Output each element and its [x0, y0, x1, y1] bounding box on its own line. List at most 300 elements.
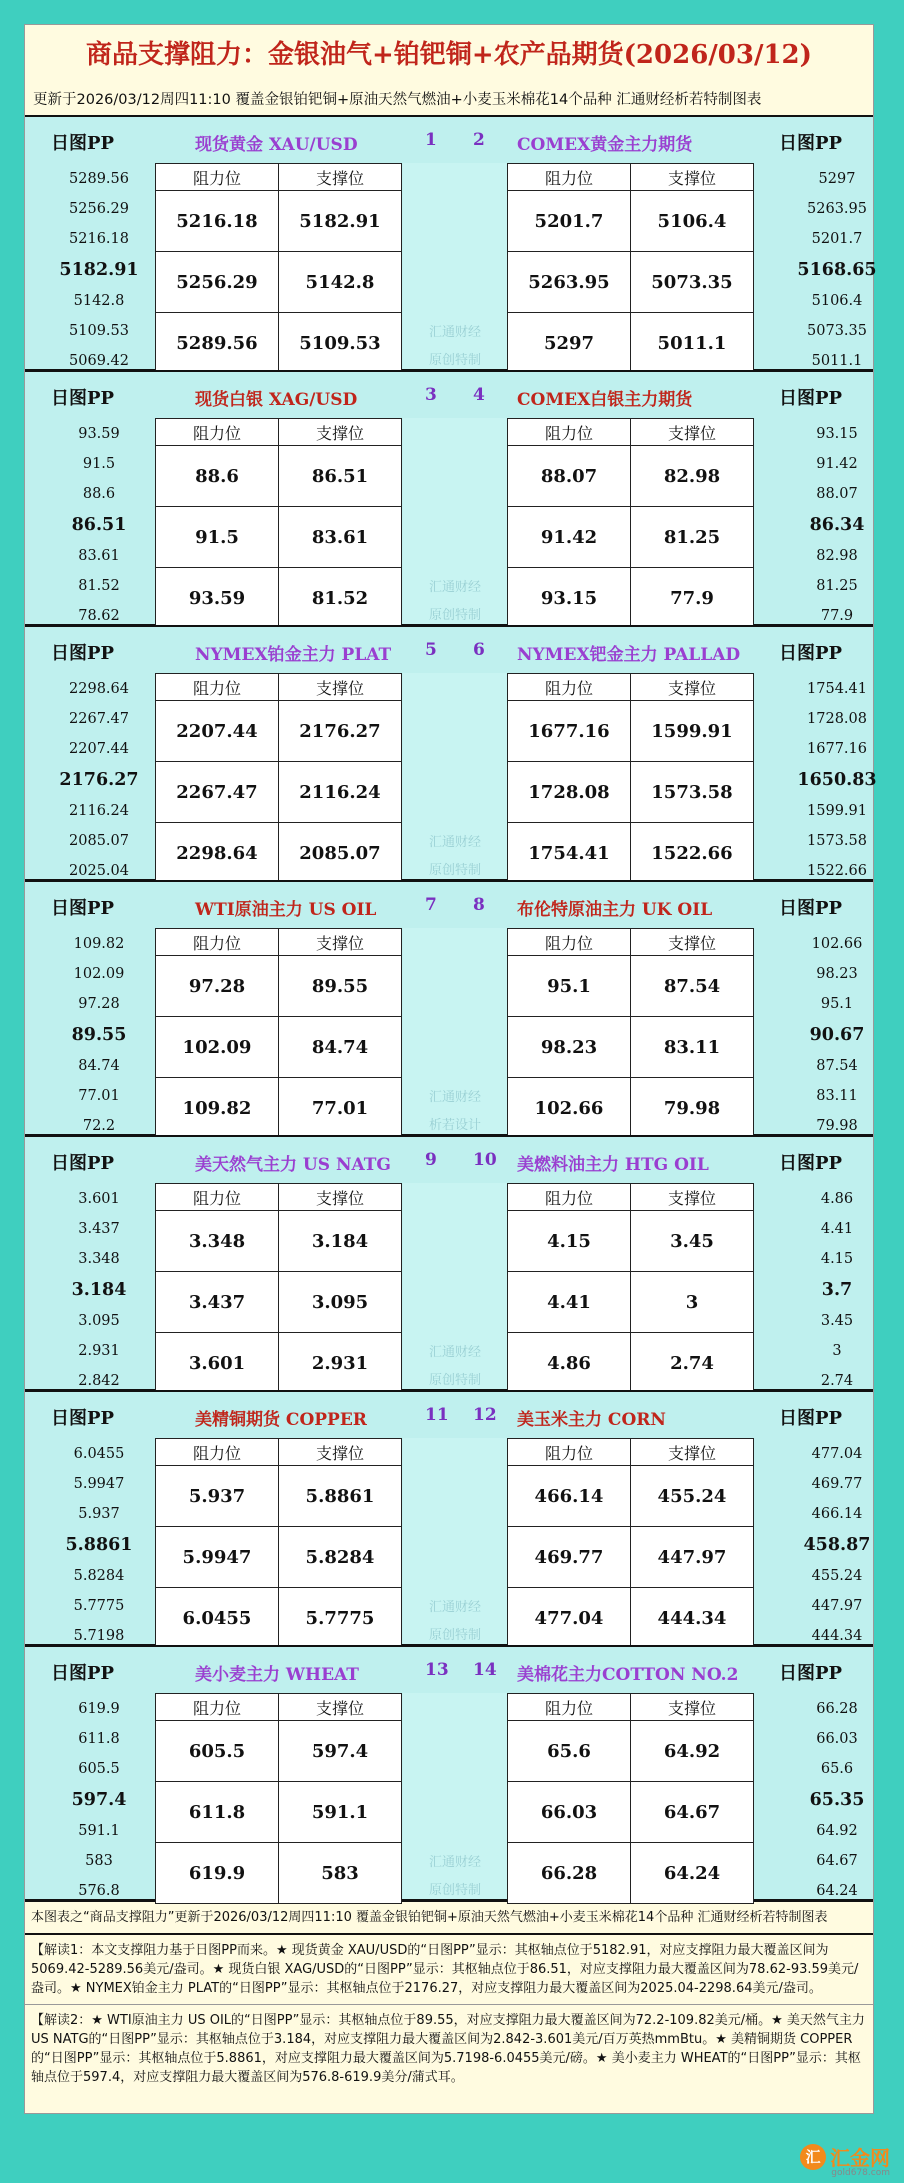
pp-level-value: 2.74	[820, 1373, 854, 1389]
resistance-header: 阻力位	[156, 419, 279, 446]
resistance-value: 91.5	[156, 507, 279, 568]
support-header: 支撑位	[631, 1439, 754, 1466]
support-value: 1522.66	[631, 823, 754, 884]
pivot-point-value: 5168.65	[797, 260, 877, 280]
pp-level-value: 1599.91	[807, 803, 867, 819]
resistance-value: 3.348	[156, 1211, 279, 1272]
resistance-value: 5289.56	[156, 313, 279, 374]
pp-level-value: 4.41	[820, 1221, 854, 1237]
support-value: 2.74	[631, 1333, 754, 1394]
pp-level-value: 91.42	[816, 456, 858, 472]
watermark-text: 原创特制	[428, 608, 481, 623]
support-header: 支撑位	[279, 674, 402, 701]
pp-level-value: 102.09	[73, 966, 125, 982]
resistance-header: 阻力位	[156, 674, 279, 701]
support-value: 2116.24	[279, 762, 402, 823]
support-value: 64.67	[631, 1782, 754, 1843]
watermark-text: 汇通财经	[428, 1600, 481, 1615]
commodity-name: 美小麦主力 WHEAT	[195, 1665, 359, 1685]
pp-level-value: 605.5	[78, 1761, 120, 1777]
resistance-value: 65.6	[508, 1721, 631, 1782]
support-value: 77.9	[631, 568, 754, 629]
pp-level-value: 2025.04	[69, 863, 129, 879]
pp-level-value: 5297	[818, 171, 856, 187]
support-header: 支撑位	[279, 929, 402, 956]
pp-level-value: 79.98	[816, 1118, 858, 1134]
commodity-number: 7	[425, 895, 437, 915]
pp-levels-column	[777, 1438, 897, 1644]
pp-level-value: 5.937	[78, 1506, 120, 1522]
commodity-section	[25, 370, 873, 625]
pp-level-value: 5289.56	[69, 171, 129, 187]
commodity-name: COMEX黄金主力期货	[517, 135, 693, 155]
support-header: 支撑位	[631, 419, 754, 446]
pp-level-value: 65.6	[820, 1761, 854, 1777]
resistance-value: 109.82	[156, 1078, 279, 1139]
pp-level-value: 91.5	[82, 456, 116, 472]
pp-level-value: 4.86	[820, 1191, 854, 1207]
resistance-header: 阻力位	[508, 929, 631, 956]
resistance-value: 102.09	[156, 1017, 279, 1078]
commodity-section	[25, 1390, 873, 1645]
pp-level-value: 3	[832, 1343, 842, 1359]
pp-label: 日图PP	[779, 1153, 843, 1174]
commodity-number: 1	[425, 130, 437, 150]
pp-level-value: 1573.58	[807, 833, 867, 849]
pp-level-value: 444.34	[811, 1628, 863, 1644]
brand-sub: gold678.com	[831, 2168, 890, 2178]
center-divider	[403, 673, 507, 879]
pivot-point-value: 65.35	[809, 1790, 865, 1810]
pp-level-value: 1522.66	[807, 863, 867, 879]
resistance-header: 阻力位	[156, 1694, 279, 1721]
pp-level-value: 5216.18	[69, 231, 129, 247]
pp-label: 日图PP	[779, 133, 843, 154]
pp-level-value: 5.8284	[73, 1568, 125, 1584]
chart-frame	[24, 24, 877, 2114]
support-value: 455.24	[631, 1466, 754, 1527]
pp-level-value: 66.28	[816, 1701, 858, 1717]
commodity-number: 3	[425, 385, 437, 405]
pp-label: 日图PP	[51, 898, 115, 919]
pivot-point-value: 1650.83	[797, 770, 877, 790]
center-divider	[403, 163, 507, 369]
resistance-value: 88.07	[508, 446, 631, 507]
pp-level-value: 66.03	[816, 1731, 858, 1747]
support-value: 81.52	[279, 568, 402, 629]
pp-level-value: 5073.35	[807, 323, 867, 339]
support-header: 支撑位	[279, 1694, 402, 1721]
pivot-point-value: 597.4	[71, 1790, 127, 1810]
pp-level-value: 1677.16	[807, 741, 867, 757]
pp-levels-column	[777, 928, 897, 1134]
resistance-value: 93.15	[508, 568, 631, 629]
commodity-number: 6	[473, 640, 485, 660]
pp-level-value: 72.2	[82, 1118, 116, 1134]
resistance-header: 阻力位	[508, 419, 631, 446]
resistance-header: 阻力位	[508, 674, 631, 701]
support-value: 86.51	[279, 446, 402, 507]
support-value: 583	[279, 1843, 402, 1904]
pp-level-value: 591.1	[78, 1823, 120, 1839]
pp-levels-column	[39, 1438, 159, 1644]
pp-level-value: 2.842	[78, 1373, 120, 1389]
resistance-value: 469.77	[508, 1527, 631, 1588]
support-resistance-table	[155, 928, 402, 1139]
support-value: 77.01	[279, 1078, 402, 1139]
pp-level-value: 98.23	[816, 966, 858, 982]
brand-text: 汇金网	[830, 2146, 890, 2170]
support-value: 87.54	[631, 956, 754, 1017]
pp-level-value: 64.92	[816, 1823, 858, 1839]
resistance-value: 2298.64	[156, 823, 279, 884]
commodity-section	[25, 880, 873, 1135]
support-value: 64.92	[631, 1721, 754, 1782]
sections-container	[25, 115, 877, 1900]
support-value: 84.74	[279, 1017, 402, 1078]
pp-level-value: 455.24	[811, 1568, 863, 1584]
brand-logo[interactable]	[800, 2142, 890, 2178]
resistance-value: 5.937	[156, 1466, 279, 1527]
pp-level-value: 93.15	[816, 426, 858, 442]
pp-label: 日图PP	[51, 133, 115, 154]
center-divider	[403, 1438, 507, 1644]
pp-level-value: 5069.42	[69, 353, 129, 369]
page-subtitle: 更新于2026/03/12周四11:10 覆盖金银铂钯铜+原油天然气燃油+小麦玉米棉花14个品种 汇通财经析若特制图表	[33, 92, 762, 108]
pivot-point-value: 90.67	[809, 1025, 865, 1045]
support-value: 3.095	[279, 1272, 402, 1333]
pp-levels-column	[777, 673, 897, 879]
support-value: 5011.1	[631, 313, 754, 374]
resistance-value: 5216.18	[156, 191, 279, 252]
pp-level-value: 97.28	[78, 996, 120, 1012]
resistance-header: 阻力位	[156, 1184, 279, 1211]
support-value: 64.24	[631, 1843, 754, 1904]
resistance-value: 88.6	[156, 446, 279, 507]
resistance-header: 阻力位	[508, 164, 631, 191]
pp-level-value: 3.437	[78, 1221, 120, 1237]
resistance-value: 4.86	[508, 1333, 631, 1394]
pp-label: 日图PP	[51, 643, 115, 664]
pp-levels-column	[777, 1693, 897, 1899]
watermark-text: 汇通财经	[428, 835, 481, 850]
pp-level-value: 5106.4	[811, 293, 863, 309]
pp-level-value: 5.9947	[73, 1476, 125, 1492]
support-resistance-table	[155, 673, 402, 884]
resistance-value: 477.04	[508, 1588, 631, 1649]
resistance-value: 5263.95	[508, 252, 631, 313]
support-header: 支撑位	[279, 419, 402, 446]
pp-levels-column	[777, 418, 897, 624]
pp-level-value: 3.45	[820, 1313, 854, 1329]
pp-level-value: 95.1	[820, 996, 854, 1012]
support-header: 支撑位	[279, 164, 402, 191]
pp-level-value: 4.15	[820, 1251, 854, 1267]
support-resistance-table	[507, 673, 754, 884]
pivot-point-value: 89.55	[71, 1025, 127, 1045]
resistance-header: 阻力位	[156, 164, 279, 191]
support-header: 支撑位	[631, 674, 754, 701]
center-divider	[403, 1183, 507, 1389]
resistance-value: 97.28	[156, 956, 279, 1017]
page-title: 商品支撑阻力：金银油气+铂钯铜+农产品期货(2026/03/12)	[86, 40, 812, 70]
pp-label: 日图PP	[779, 1663, 843, 1684]
watermark-text: 汇通财经	[428, 1090, 481, 1105]
support-header: 支撑位	[631, 1184, 754, 1211]
resistance-value: 66.28	[508, 1843, 631, 1904]
support-resistance-table	[507, 1438, 754, 1649]
support-resistance-table	[507, 1693, 754, 1904]
watermark-text: 汇通财经	[428, 1345, 481, 1360]
resistance-header: 阻力位	[156, 1439, 279, 1466]
pp-label: 日图PP	[779, 388, 843, 409]
center-divider	[403, 1693, 507, 1899]
commodity-number: 14	[473, 1660, 497, 1680]
pp-levels-column	[39, 673, 159, 879]
resistance-value: 1677.16	[508, 701, 631, 762]
support-resistance-table	[155, 1438, 402, 1649]
resistance-value: 5201.7	[508, 191, 631, 252]
support-header: 支撑位	[631, 164, 754, 191]
support-value: 591.1	[279, 1782, 402, 1843]
pp-levels-column	[39, 1693, 159, 1899]
pivot-point-value: 86.34	[809, 515, 865, 535]
pp-level-value: 88.07	[816, 486, 858, 502]
support-resistance-table	[155, 1693, 402, 1904]
resistance-header: 阻力位	[156, 929, 279, 956]
pp-level-value: 6.0455	[73, 1446, 125, 1462]
resistance-value: 605.5	[156, 1721, 279, 1782]
pp-levels-column	[39, 163, 159, 369]
pp-level-value: 611.8	[78, 1731, 120, 1747]
watermark-text: 汇通财经	[428, 580, 481, 595]
pp-level-value: 1728.08	[807, 711, 867, 727]
pp-level-value: 83.61	[78, 548, 120, 564]
support-resistance-table	[507, 418, 754, 629]
commodity-name: 现货白银 XAG/USD	[195, 390, 358, 410]
pp-level-value: 5.7775	[73, 1598, 125, 1614]
pp-level-value: 5201.7	[811, 231, 863, 247]
brand-badge-icon: 汇	[800, 2144, 826, 2170]
pp-level-value: 583	[85, 1853, 113, 1869]
pp-level-value: 77.01	[78, 1088, 120, 1104]
support-value: 1573.58	[631, 762, 754, 823]
pp-levels-column	[777, 1183, 897, 1389]
watermark-text: 原创特制	[428, 1883, 481, 1898]
pp-level-value: 5256.29	[69, 201, 129, 217]
support-value: 2.931	[279, 1333, 402, 1394]
commodity-section	[25, 1135, 873, 1390]
pp-level-value: 477.04	[811, 1446, 863, 1462]
pp-level-value: 87.54	[816, 1058, 858, 1074]
resistance-value: 2267.47	[156, 762, 279, 823]
support-value: 5.8861	[279, 1466, 402, 1527]
commodity-name: COMEX白银主力期货	[517, 390, 693, 410]
pp-level-value: 2207.44	[69, 741, 129, 757]
pp-level-value: 5011.1	[811, 353, 863, 369]
resistance-value: 466.14	[508, 1466, 631, 1527]
commodity-number: 11	[425, 1405, 449, 1425]
resistance-value: 3.437	[156, 1272, 279, 1333]
commodity-number: 10	[473, 1150, 497, 1170]
support-value: 79.98	[631, 1078, 754, 1139]
support-value: 3	[631, 1272, 754, 1333]
commodity-name: 布伦特原油主力 UK OIL	[517, 900, 713, 920]
pivot-point-value: 3.184	[71, 1280, 127, 1300]
pp-label: 日图PP	[51, 1408, 115, 1429]
pp-level-value: 109.82	[73, 936, 125, 952]
support-header: 支撑位	[631, 929, 754, 956]
support-value: 5106.4	[631, 191, 754, 252]
support-value: 5.7775	[279, 1588, 402, 1649]
pp-level-value: 447.97	[811, 1598, 863, 1614]
pp-level-value: 3.601	[78, 1191, 120, 1207]
pp-level-value: 82.98	[816, 548, 858, 564]
commodity-number: 4	[473, 385, 485, 405]
watermark-text: 原创特制	[428, 353, 481, 368]
support-resistance-table	[507, 928, 754, 1139]
support-value: 5182.91	[279, 191, 402, 252]
support-value: 2085.07	[279, 823, 402, 884]
support-value: 83.11	[631, 1017, 754, 1078]
support-resistance-table	[155, 1183, 402, 1394]
pp-label: 日图PP	[779, 1408, 843, 1429]
support-value: 3.184	[279, 1211, 402, 1272]
center-divider	[403, 418, 507, 624]
pivot-point-value: 86.51	[71, 515, 127, 535]
pivot-point-value: 3.7	[821, 1280, 853, 1300]
pp-level-value: 2.931	[78, 1343, 120, 1359]
commodity-section	[25, 625, 877, 880]
pp-level-value: 102.66	[811, 936, 863, 952]
pp-level-value: 469.77	[811, 1476, 863, 1492]
pp-label: 日图PP	[779, 643, 843, 664]
pp-label: 日图PP	[51, 388, 115, 409]
support-value: 83.61	[279, 507, 402, 568]
pp-level-value: 466.14	[811, 1506, 863, 1522]
pp-level-value: 2267.47	[69, 711, 129, 727]
resistance-value: 4.41	[508, 1272, 631, 1333]
pp-label: 日图PP	[779, 898, 843, 919]
pp-level-value: 64.67	[816, 1853, 858, 1869]
support-value: 89.55	[279, 956, 402, 1017]
note-2: 【解读2：★ WTI原油主力 US OIL的“日图PP”显示：其枢轴点位于89.55，对应支撑阻力最大覆盖区间为72.2-109.82美元/桶。★ 美天然气主力 US NATG的“日图PP”显示：其枢轴点位于3.184，对应支撑阻力最大覆盖区间为2.842-3.601美元/百万英热mmBtu。★ 美精铜期货 COPPER的“日图PP”显示：其枢轴点位于5.8861，对应支撑阻力最大覆盖区间为5.7198-6.0455美元/磅。★ 美小麦主力 WHEAT的“日图PP”显示：其枢轴点位于597.4，对应支撑阻力最大覆盖区间为576.8-619.9美分/蒲式耳。	[25, 2004, 873, 2113]
commodity-name: NYMEX铂金主力 PLAT	[195, 645, 392, 665]
pp-level-value: 3.095	[78, 1313, 120, 1329]
commodity-name: 美天然气主力 US NATG	[195, 1155, 391, 1175]
resistance-header: 阻力位	[508, 1184, 631, 1211]
support-resistance-table	[155, 418, 402, 629]
support-value: 81.25	[631, 507, 754, 568]
commodity-name: 美燃料油主力 HTG OIL	[517, 1155, 709, 1175]
resistance-value: 5256.29	[156, 252, 279, 313]
pp-level-value: 81.52	[78, 578, 120, 594]
commodity-name: WTI原油主力 US OIL	[195, 900, 377, 920]
pp-level-value: 2116.24	[69, 803, 129, 819]
commodity-name: 美精铜期货 COPPER	[195, 1410, 367, 1430]
support-value: 5073.35	[631, 252, 754, 313]
support-resistance-table	[155, 163, 402, 374]
pp-level-value: 5263.95	[807, 201, 867, 217]
resistance-value: 1754.41	[508, 823, 631, 884]
commodity-number: 9	[425, 1150, 437, 1170]
commodity-name: NYMEX钯金主力 PALLAD	[517, 645, 741, 665]
commodity-number: 5	[425, 640, 437, 660]
footer-caption: 本图表之“商品支撑阻力”更新于2026/03/12周四11:10 覆盖金银铂钯铜+原油天然气燃油+小麦玉米棉花14个品种 汇通财经析若特制图表	[25, 1900, 873, 1933]
commodity-name: 美棉花主力COTTON NO.2	[517, 1665, 739, 1685]
pp-level-value: 83.11	[816, 1088, 858, 1104]
resistance-header: 阻力位	[508, 1694, 631, 1721]
support-header: 支撑位	[631, 1694, 754, 1721]
support-header: 支撑位	[279, 1184, 402, 1211]
pp-level-value: 84.74	[78, 1058, 120, 1074]
resistance-value: 2207.44	[156, 701, 279, 762]
resistance-value: 4.15	[508, 1211, 631, 1272]
resistance-value: 98.23	[508, 1017, 631, 1078]
watermark-text: 原创特制	[428, 863, 481, 878]
support-resistance-table	[507, 163, 754, 374]
support-value: 3.45	[631, 1211, 754, 1272]
pp-label: 日图PP	[51, 1153, 115, 1174]
support-value: 1599.91	[631, 701, 754, 762]
resistance-value: 5.9947	[156, 1527, 279, 1588]
resistance-value: 6.0455	[156, 1588, 279, 1649]
pp-level-value: 93.59	[78, 426, 120, 442]
commodity-number: 8	[473, 895, 485, 915]
commodity-section	[25, 1645, 873, 1900]
pivot-point-value: 5.8861	[65, 1535, 133, 1555]
watermark-text: 汇通财经	[428, 1855, 481, 1870]
pp-level-value: 1754.41	[807, 681, 867, 697]
resistance-value: 91.42	[508, 507, 631, 568]
pp-level-value: 78.62	[78, 608, 120, 624]
pp-level-value: 619.9	[78, 1701, 120, 1717]
commodity-section	[25, 115, 877, 370]
support-header: 支撑位	[279, 1439, 402, 1466]
pp-level-value: 64.24	[816, 1883, 858, 1899]
pp-level-value: 88.6	[82, 486, 116, 502]
pp-level-value: 81.25	[816, 578, 858, 594]
resistance-value: 93.59	[156, 568, 279, 629]
pivot-point-value: 5182.91	[59, 260, 139, 280]
pp-level-value: 77.9	[820, 608, 854, 624]
support-value: 447.97	[631, 1527, 754, 1588]
resistance-value: 66.03	[508, 1782, 631, 1843]
pp-label: 日图PP	[51, 1663, 115, 1684]
commodity-number: 13	[425, 1660, 449, 1680]
resistance-value: 3.601	[156, 1333, 279, 1394]
support-value: 5109.53	[279, 313, 402, 374]
support-resistance-table	[507, 1183, 754, 1394]
pp-level-value: 2085.07	[69, 833, 129, 849]
commodity-name: 现货黄金 XAU/USD	[195, 135, 358, 155]
note-1: 【解读1：本文支撑阻力基于日图PP而来。★ 现货黄金 XAU/USD的“日图PP”显示：其枢轴点位于5182.91，对应支撑阻力最大覆盖区间为5069.42-5289.56美元/盎司。★ 现货白银 XAG/USD的“日图PP”显示：其枢轴点位于86.51，对应支撑阻力最大覆盖区间为78.62-93.59美元/盎司。★ NYMEX铂金主力 PLAT的“日图PP”显示：其枢轴点位于2176.27，对应支撑阻力最大覆盖区间为2025.04-2298.64美元/盎司。	[25, 1933, 873, 2004]
pp-level-value: 3.348	[78, 1251, 120, 1267]
commodity-name: 美玉米主力 CORN	[517, 1410, 666, 1430]
pp-level-value: 5142.8	[73, 293, 125, 309]
resistance-value: 95.1	[508, 956, 631, 1017]
watermark-text: 汇通财经	[428, 325, 481, 340]
pivot-point-value: 458.87	[803, 1535, 871, 1555]
commodity-number: 2	[473, 130, 485, 150]
center-divider	[403, 928, 507, 1134]
support-value: 444.34	[631, 1588, 754, 1649]
resistance-value: 102.66	[508, 1078, 631, 1139]
pp-levels-column	[39, 1183, 159, 1389]
resistance-value: 619.9	[156, 1843, 279, 1904]
resistance-value: 1728.08	[508, 762, 631, 823]
pp-levels-column	[39, 418, 159, 624]
